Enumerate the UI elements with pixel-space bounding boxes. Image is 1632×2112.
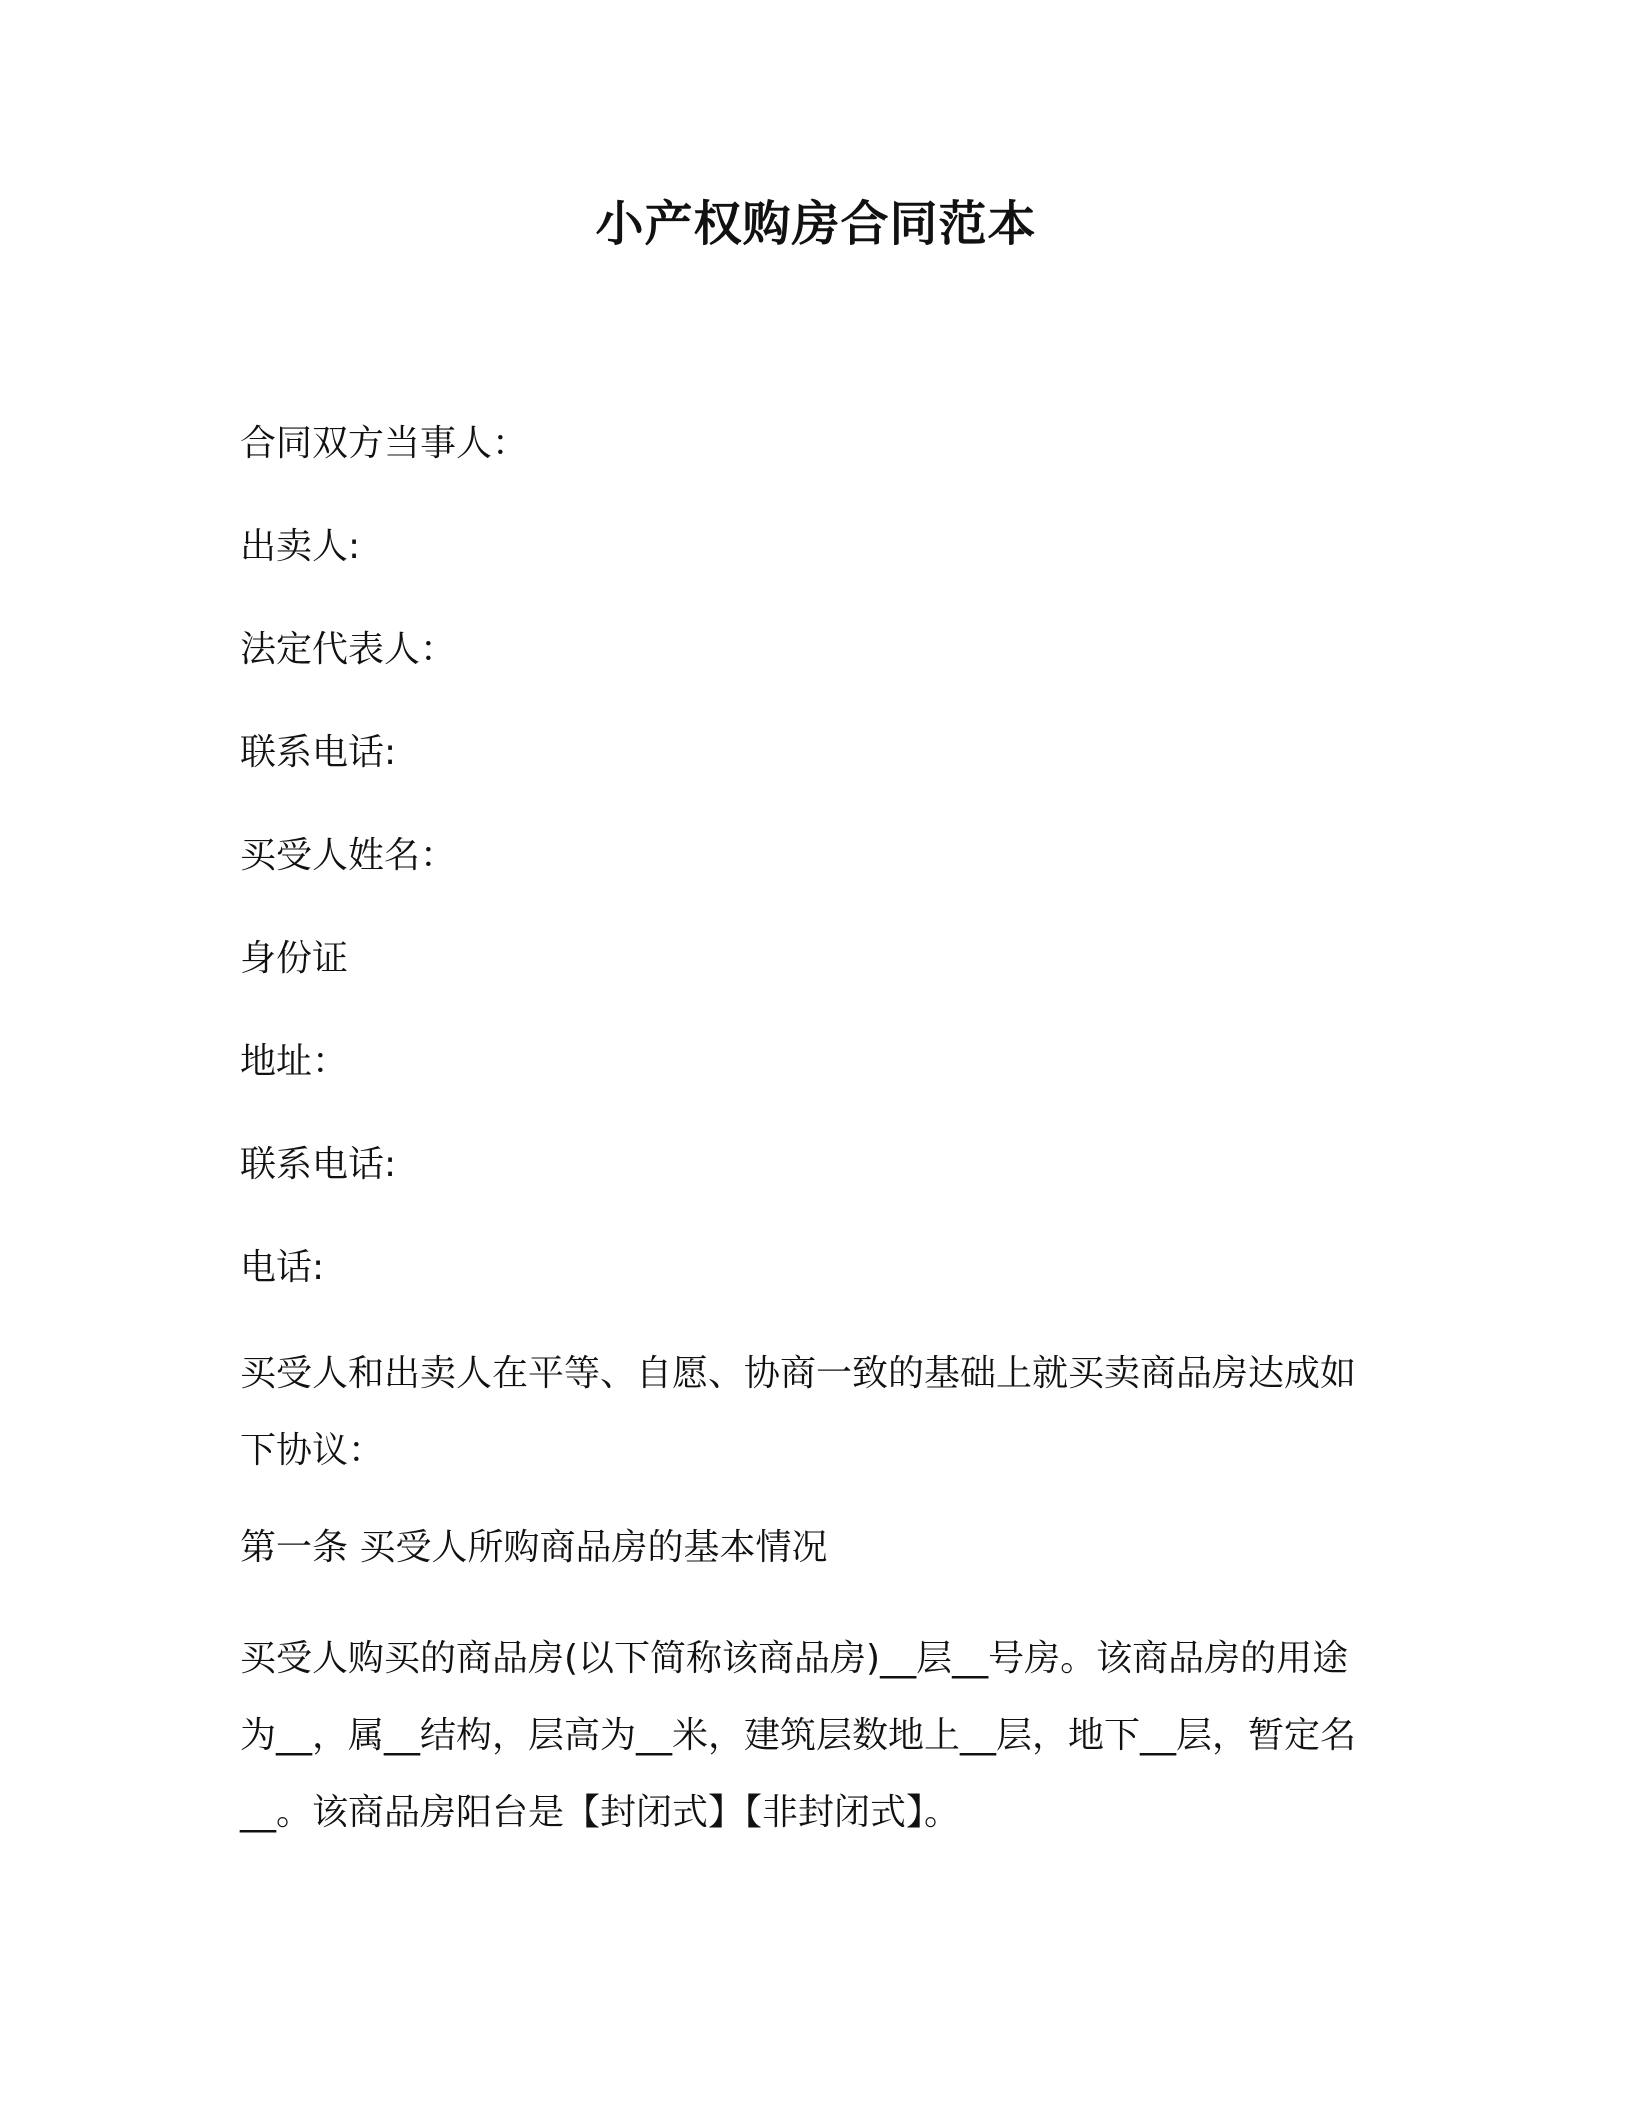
seller-label: 出卖人: (240, 526, 361, 567)
contract-parties-label: 合同双方当事人： (240, 423, 529, 464)
buyer-name-label: 买受人姓名： (240, 835, 457, 876)
legal-representative-label: 法定代表人： (240, 629, 457, 670)
document-title: 小产权购房合同范本 (595, 196, 1037, 252)
article-one-heading: 第一条 买受人所购商品房的基本情况 (240, 1527, 828, 1568)
id-card-label: 身份证 (240, 938, 349, 979)
buyer-phone-label: 联系电话: (240, 1144, 397, 1185)
telephone-label: 电话: (240, 1247, 325, 1288)
seller-phone-label: 联系电话: (240, 732, 397, 773)
address-label: 地址： (240, 1041, 349, 1082)
article-one-body: 买受人购买的商品房(以下简称该商品房)__层__号房。该商品房的用途为__，属__结构，层高为__米，建筑层数地上__层，地下__层，暂定名__。该商品房阳台是【封闭式】【非封闭式】。 (240, 1638, 1357, 1833)
agreement-paragraph: 买受人和出卖人在平等、自愿、协商一致的基础上就买卖商品房达成如下协议： (240, 1353, 1357, 1471)
